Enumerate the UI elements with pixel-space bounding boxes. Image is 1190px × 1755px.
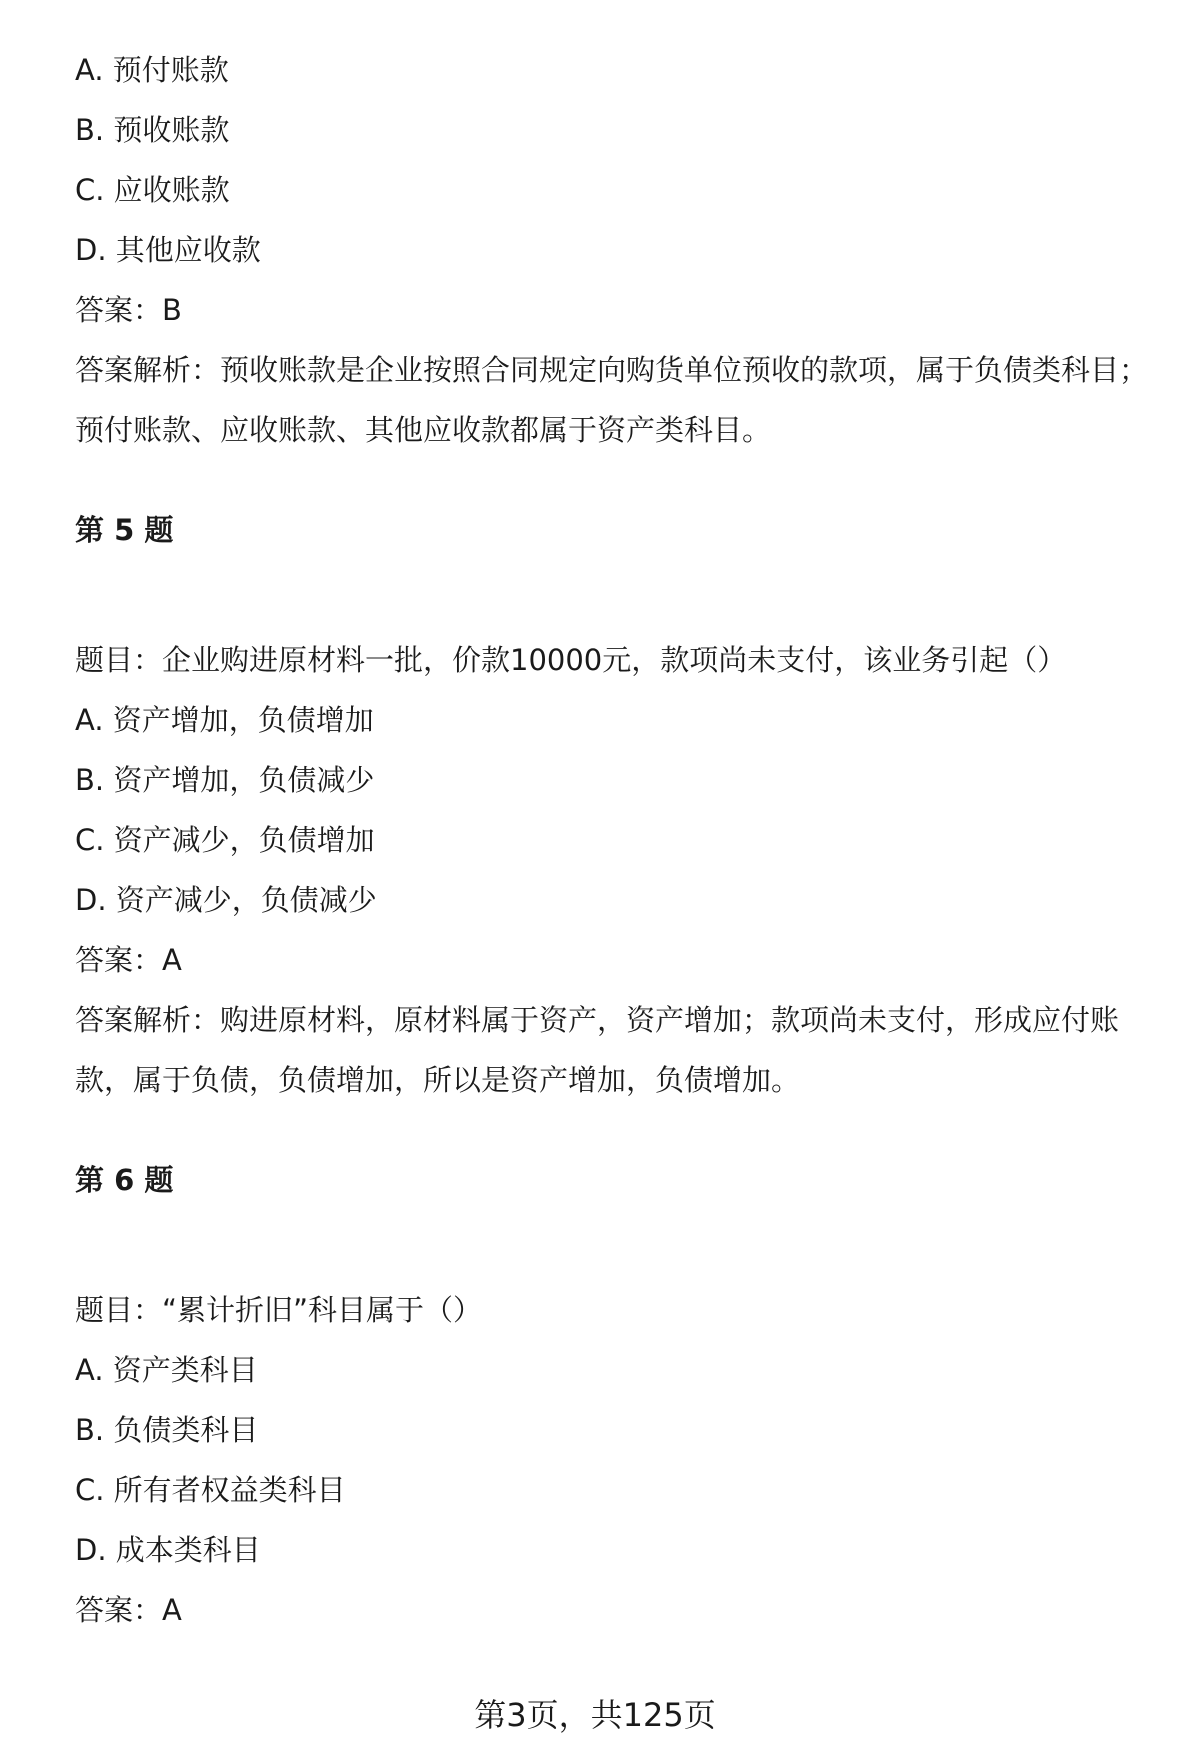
option-d: D. 成本类科目 bbox=[75, 1533, 261, 1567]
option-a: A. 资产类科目 bbox=[75, 1353, 258, 1387]
option-c: C. 所有者权益类科目 bbox=[75, 1473, 346, 1507]
document-page bbox=[75, 40, 1155, 1640]
option-d: D. 资产减少，负债减少 bbox=[75, 883, 377, 917]
option-b: B. 预收账款 bbox=[75, 113, 230, 147]
answer: 答案：A bbox=[75, 943, 182, 977]
answer-analysis: 答案解析：购进原材料，原材料属于资产，资产增加；款项尚未支付，形成应付账款，属于负债，负债增加，所以是资产增加，负债增加。 bbox=[75, 1003, 1120, 1097]
question-heading: 第 6 题 bbox=[75, 1163, 174, 1197]
option-c: C. 应收账款 bbox=[75, 173, 230, 207]
option-d: D. 其他应收款 bbox=[75, 233, 261, 267]
option-c: C. 资产减少，负债增加 bbox=[75, 823, 375, 857]
question-6 bbox=[75, 1150, 1155, 1640]
page-number: 第3页，共125页 bbox=[474, 1696, 716, 1734]
question-5 bbox=[75, 500, 1155, 1110]
option-a: A. 资产增加，负债增加 bbox=[75, 703, 374, 737]
answer: 答案：A bbox=[75, 1593, 182, 1627]
option-a: A. 预付账款 bbox=[75, 53, 229, 87]
option-b: B. 负债类科目 bbox=[75, 1413, 259, 1447]
question-text: 题目：企业购进原材料一批，价款10000元，款项尚未支付，该业务引起（） bbox=[75, 643, 1067, 677]
question-heading: 第 5 题 bbox=[75, 513, 174, 547]
answer: 答案：B bbox=[75, 293, 182, 327]
answer-analysis: 答案解析：预收账款是企业按照合同规定向购货单位预收的款项，属于负债类科目；预付账款、应收账款、其他应收款都属于资产类科目。 bbox=[75, 353, 1149, 447]
option-b: B. 资产增加，负债减少 bbox=[75, 763, 375, 797]
question-4-tail bbox=[75, 40, 1155, 460]
question-text: 题目：“累计折旧”科目属于（） bbox=[75, 1293, 483, 1327]
